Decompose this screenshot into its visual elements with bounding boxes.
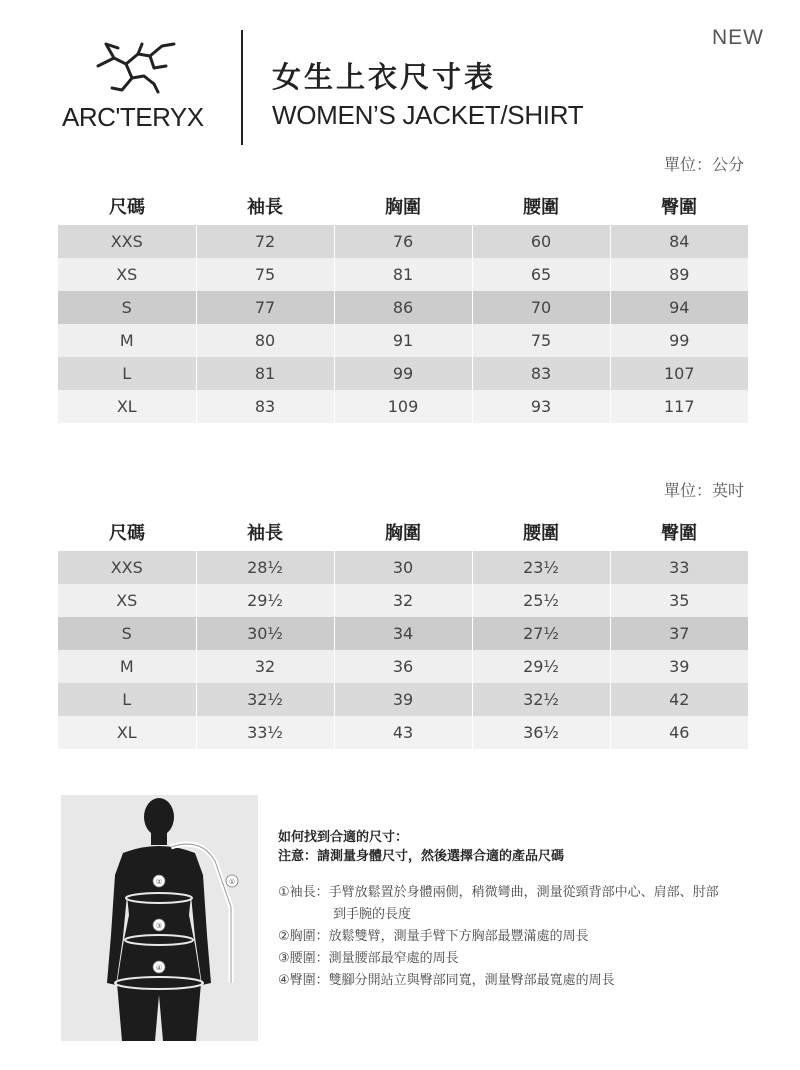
- instruction-chest: [278, 926, 758, 948]
- table-header-row: [58, 187, 748, 225]
- title-chinese: 女生上衣尺寸表: [272, 60, 497, 94]
- cell-chest: 86: [334, 291, 472, 324]
- cell-chest: 81: [334, 258, 472, 291]
- measurement-figure: [61, 795, 258, 1041]
- cell-size: L: [58, 683, 196, 716]
- cell-size: XXS: [58, 225, 196, 258]
- instruction-waist: [278, 948, 758, 970]
- cell-chest: 91: [334, 324, 472, 357]
- cell-size: S: [58, 617, 196, 650]
- cell-chest: 39: [334, 683, 472, 716]
- table-row: [58, 390, 748, 423]
- instruction-label: ②胸圍：: [278, 929, 329, 944]
- cell-chest: 34: [334, 617, 472, 650]
- cell-size: XS: [58, 258, 196, 291]
- metric-size-table: [58, 187, 748, 423]
- table-row: [58, 551, 748, 584]
- cell-waist: 25½: [472, 584, 610, 617]
- cell-hip: 35: [610, 584, 748, 617]
- cell-chest: 76: [334, 225, 472, 258]
- header-sleeve: 袖長: [247, 197, 283, 218]
- cell-size: XL: [58, 390, 196, 423]
- cell-sleeve: 72: [196, 225, 334, 258]
- cell-chest: 43: [334, 716, 472, 749]
- header-chest: 胸圍: [385, 197, 421, 218]
- cell-waist: 27½: [472, 617, 610, 650]
- header-size: 尺碼: [109, 523, 145, 544]
- instruction-list: [278, 882, 758, 992]
- cell-size: XL: [58, 716, 196, 749]
- cell-waist: 93: [472, 390, 610, 423]
- cell-waist: 70: [472, 291, 610, 324]
- cell-waist: 23½: [472, 551, 610, 584]
- table-row: [58, 225, 748, 258]
- cell-chest: 109: [334, 390, 472, 423]
- cell-hip: 94: [610, 291, 748, 324]
- marker-chest: ②: [155, 878, 163, 886]
- instruction-label: ④臀圍：: [278, 973, 329, 988]
- cell-hip: 84: [610, 225, 748, 258]
- cell-hip: 89: [610, 258, 748, 291]
- cell-chest: 32: [334, 584, 472, 617]
- cell-sleeve: 29½: [196, 584, 334, 617]
- table-row: [58, 716, 748, 749]
- cell-waist: 60: [472, 225, 610, 258]
- cell-hip: 33: [610, 551, 748, 584]
- cell-sleeve: 77: [196, 291, 334, 324]
- header-divider: [241, 30, 243, 145]
- cell-size: M: [58, 650, 196, 683]
- cell-size: L: [58, 357, 196, 390]
- measurement-instructions: [278, 828, 758, 992]
- cell-size: XXS: [58, 551, 196, 584]
- cell-sleeve: 33½: [196, 716, 334, 749]
- table-row: [58, 258, 748, 291]
- body-silhouette-icon: [61, 795, 258, 1041]
- table-row: [58, 584, 748, 617]
- cell-sleeve: 80: [196, 324, 334, 357]
- cell-waist: 32½: [472, 683, 610, 716]
- instruction-text: 放鬆雙臂，測量手臂下方胸部最豐滿處的周長: [328, 929, 589, 944]
- cell-waist: 75: [472, 324, 610, 357]
- instruction-label: ①袖長：: [278, 885, 329, 900]
- cell-sleeve: 32½: [196, 683, 334, 716]
- howto-heading: 如何找到合適的尺寸：: [278, 830, 409, 845]
- cell-chest: 30: [334, 551, 472, 584]
- table-row: [58, 617, 748, 650]
- cell-size: M: [58, 324, 196, 357]
- new-badge: NEW: [712, 26, 764, 49]
- instruction-hip: [278, 970, 758, 992]
- metric-unit-label: 單位：公分: [663, 155, 744, 174]
- imperial-unit-label: 單位：英吋: [663, 481, 744, 500]
- instruction-label: ③腰圍：: [278, 951, 329, 966]
- cell-waist: 65: [472, 258, 610, 291]
- cell-sleeve: 28½: [196, 551, 334, 584]
- header-sleeve: 袖長: [247, 523, 283, 544]
- cell-waist: 83: [472, 357, 610, 390]
- header-waist: 腰圍: [523, 523, 559, 544]
- cell-hip: 37: [610, 617, 748, 650]
- cell-hip: 99: [610, 324, 748, 357]
- instruction-text: 手臂放鬆置於身體兩側，稍微彎曲，測量從頸背部中心、肩部、肘部: [328, 885, 719, 900]
- cell-size: XS: [58, 584, 196, 617]
- cell-waist: 29½: [472, 650, 610, 683]
- imperial-size-table: [58, 513, 748, 749]
- cell-sleeve: 30½: [196, 617, 334, 650]
- cell-hip: 107: [610, 357, 748, 390]
- cell-waist: 36½: [472, 716, 610, 749]
- instruction-text: 測量腰部最窄處的周長: [328, 951, 459, 966]
- cell-chest: 36: [334, 650, 472, 683]
- brand-logo: [62, 36, 212, 136]
- table-row: [58, 357, 748, 390]
- archaeopteryx-icon: [92, 36, 180, 96]
- cell-sleeve: 81: [196, 357, 334, 390]
- header-chest: 胸圍: [385, 523, 421, 544]
- header-hip: 臀圍: [661, 197, 697, 218]
- instruction-sleeve: [278, 882, 758, 926]
- cell-hip: 117: [610, 390, 748, 423]
- cell-sleeve: 83: [196, 390, 334, 423]
- instruction-text: 雙腳分開站立與臀部同寬，測量臀部最寬處的周長: [328, 973, 615, 988]
- table-row: [58, 683, 748, 716]
- table-row: [58, 291, 748, 324]
- howto-note: 注意：請測量身體尺寸，然後選擇合適的產品尺碼: [278, 849, 565, 864]
- cell-hip: 46: [610, 716, 748, 749]
- cell-hip: 42: [610, 683, 748, 716]
- brand-name: ARC'TERYX: [62, 102, 204, 132]
- table-row: [58, 650, 748, 683]
- table-row: [58, 324, 748, 357]
- marker-hip: ④: [155, 964, 163, 972]
- instruction-continuation: 到手腕的長度: [333, 907, 412, 922]
- cell-sleeve: 32: [196, 650, 334, 683]
- cell-hip: 39: [610, 650, 748, 683]
- cell-size: S: [58, 291, 196, 324]
- marker-sleeve: ①: [228, 878, 236, 886]
- header-waist: 腰圍: [523, 197, 559, 218]
- cell-sleeve: 75: [196, 258, 334, 291]
- cell-chest: 99: [334, 357, 472, 390]
- header-hip: 臀圍: [661, 523, 697, 544]
- table-header-row: [58, 513, 748, 551]
- header-size: 尺碼: [109, 197, 145, 218]
- marker-waist: ③: [155, 922, 163, 930]
- title-english: WOMEN’S JACKET/SHIRT: [272, 100, 584, 130]
